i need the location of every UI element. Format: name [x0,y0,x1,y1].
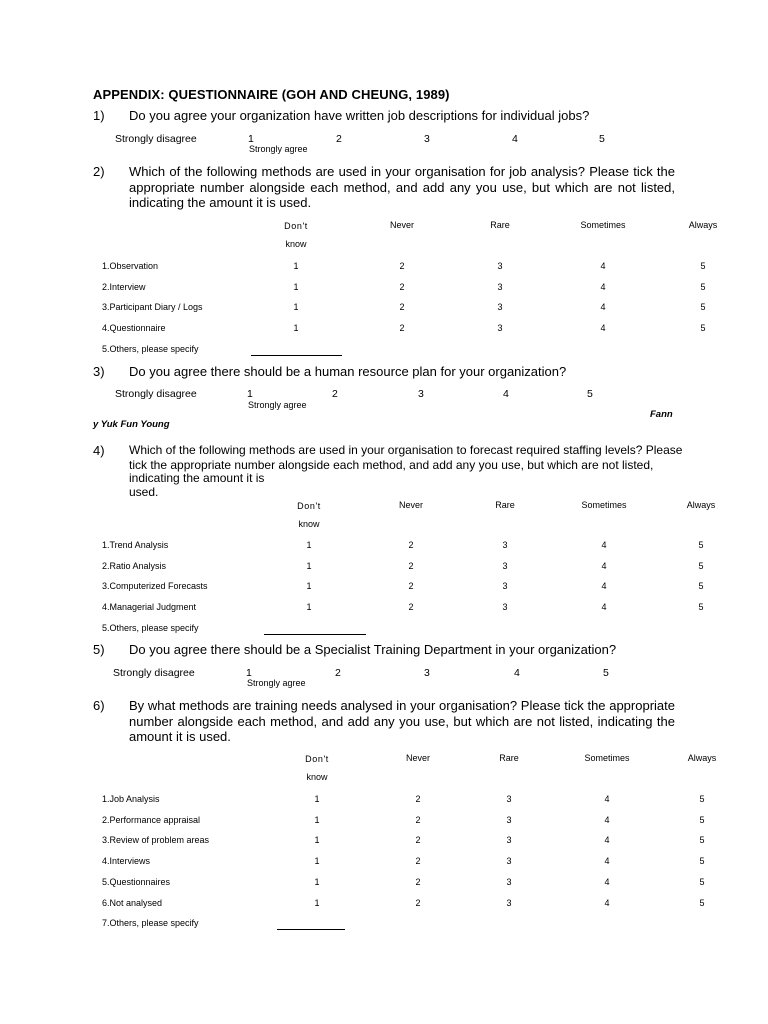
scale-option[interactable]: 4 [512,133,518,145]
rating-option[interactable]: 4 [600,323,606,334]
question-number: 5) [93,642,105,657]
rating-option[interactable]: 2 [415,814,421,825]
rating-option[interactable]: 3 [506,897,512,908]
question-number: 1) [93,108,105,123]
column-header-dont: Don't [305,754,329,764]
rating-option[interactable]: 1 [306,602,312,613]
scale-high-label: Strongly agree [248,400,307,410]
column-header: Rare [490,220,510,230]
rating-option[interactable]: 1 [314,856,320,867]
rating-option[interactable]: 3 [497,323,503,334]
column-header: Sometimes [580,220,626,230]
rating-option[interactable]: 1 [306,560,312,571]
column-header: Always [687,753,717,763]
rating-option[interactable]: 3 [502,581,508,592]
rating-option[interactable]: 5 [699,876,705,887]
rating-option[interactable]: 3 [502,560,508,571]
rating-option[interactable]: 1 [293,261,299,271]
method-label: 4.Interviews [102,856,151,867]
rating-option[interactable]: 2 [415,897,421,908]
rating-option[interactable]: 5 [698,540,704,550]
scale-low-label: Strongly disagree [113,667,195,679]
rating-option[interactable]: 3 [502,540,508,550]
scale-option[interactable]: 2 [336,133,342,145]
method-label: 2.Performance appraisal [102,814,201,825]
rating-option[interactable]: 5 [699,814,705,825]
rating-option[interactable]: 1 [293,302,299,313]
question-text: Do you agree there should be a Specialist Training Department in your organization? [129,642,617,657]
method-label: 4.Managerial Judgment [102,602,197,613]
rating-option[interactable]: 4 [604,835,610,846]
rating-option[interactable]: 4 [601,581,607,592]
rating-option[interactable]: 5 [699,835,705,846]
question-text-line: used. [129,485,159,499]
rating-option[interactable]: 2 [399,323,405,334]
rating-option[interactable]: 4 [604,856,610,867]
column-header: Never [389,220,415,230]
rating-option[interactable]: 2 [408,560,414,571]
method-label: 2.Ratio Analysis [102,560,167,571]
scale-option[interactable]: 2 [332,388,338,400]
column-header: Always [686,500,716,510]
rating-option[interactable]: 5 [699,794,705,804]
rating-option[interactable]: 5 [698,602,704,613]
rating-option[interactable]: 5 [700,281,706,292]
rating-option[interactable]: 4 [600,261,606,271]
rating-option[interactable]: 1 [306,540,312,550]
method-label: 4.Questionnaire [102,323,166,334]
scale-low-label: Strongly disagree [115,388,197,400]
rating-option[interactable]: 3 [497,281,503,292]
column-header: Rare [499,753,519,763]
method-label: 2.Interview [102,281,146,292]
column-header: Always [688,220,718,230]
rating-option[interactable]: 4 [601,602,607,613]
rating-option[interactable]: 3 [506,856,512,867]
rating-option[interactable]: 5 [698,581,704,592]
scale-option[interactable]: 3 [418,388,424,400]
question-text: Do you agree there should be a human resource plan for your organization? [129,364,567,379]
rating-option[interactable]: 3 [497,261,503,271]
column-header: Sometimes [581,500,627,510]
scale-high-label: Strongly agree [247,678,306,688]
rating-option[interactable]: 2 [415,856,421,867]
column-header-dont: Don't [284,221,308,231]
specify-blank-line[interactable] [264,634,366,635]
rating-option[interactable]: 2 [408,602,414,613]
specify-blank-line[interactable] [277,929,345,930]
rating-option[interactable]: 3 [497,302,503,313]
rating-option[interactable]: 2 [408,581,414,592]
rating-option[interactable]: 2 [399,261,405,271]
question-text-line: indicating the amount it is [129,471,265,485]
question-number: 3) [93,364,105,379]
rating-option[interactable]: 5 [698,560,704,571]
scale-option[interactable]: 5 [599,133,605,145]
other-specify-label: 7.Others, please specify [102,918,199,929]
rating-option[interactable]: 3 [506,814,512,825]
rating-option[interactable]: 5 [699,856,705,867]
method-label: 1.Trend Analysis [102,540,169,550]
column-header-dont: Don't [297,501,321,511]
rating-option[interactable]: 4 [604,814,610,825]
specify-blank-line[interactable] [251,355,342,356]
column-header-know: know [298,519,320,529]
page-title: APPENDIX: QUESTIONNAIRE (GOH AND CHEUNG, 1989) [93,87,450,102]
rating-option[interactable]: 3 [506,835,512,846]
scale-option[interactable]: 4 [503,388,509,400]
method-label: 5.Questionnaires [102,876,171,887]
column-header: Sometimes [584,753,630,763]
method-label: 6.Not analysed [102,897,163,908]
rating-option[interactable]: 3 [506,794,512,804]
scale-option[interactable]: 1 [246,667,252,679]
question-number: 2) [93,164,105,179]
rating-option[interactable]: 1 [314,876,320,887]
other-specify-label: 5.Others, please specify [102,622,199,633]
rating-option[interactable]: 5 [700,261,706,271]
question-text: Which of the following methods are used in your organisation for job analysis? Please tick the appropriate number alongside each method, and add any you use, but which are not listed, indicating the amount it is used. [129,164,675,210]
scale-low-label: Strongly disagree [115,133,197,145]
rating-option[interactable]: 3 [506,876,512,887]
scale-option[interactable]: 5 [603,667,609,679]
rating-option[interactable]: 2 [415,794,421,804]
rating-option[interactable]: 4 [604,876,610,887]
rating-option[interactable]: 5 [699,897,705,908]
question-number: 6) [93,698,105,713]
column-header-know: know [285,239,307,249]
rating-option[interactable]: 1 [314,897,320,908]
rating-option[interactable]: 2 [415,835,421,846]
scale-option[interactable]: 5 [587,388,593,400]
question-text: Do you agree your organization have written job descriptions for individual jobs? [129,108,590,123]
question-number: 4) [93,443,105,458]
scale-option[interactable]: 1 [247,388,253,400]
rating-option[interactable]: 1 [314,814,320,825]
method-label: 3.Computerized Forecasts [102,581,208,592]
rating-option[interactable]: 1 [314,794,320,804]
rating-option[interactable]: 1 [293,323,299,334]
question-text-line: tick the appropriate number alongside each method, and add any you use, but which are not listed, [129,458,654,472]
rating-option[interactable]: 4 [604,794,610,804]
rating-option[interactable]: 1 [314,835,320,846]
author-fragment-left: y Yuk Fun Young [93,419,170,430]
question-text: By what methods are training needs analysed in your organisation? Please tick the appropriate number alongside each method, and add any you use, but which are not listed, indicating the amount it is used. [129,698,675,744]
method-label: 3.Participant Diary / Logs [102,302,203,313]
question-text-line: Which of the following methods are used in your organisation to forecast required staffing levels? Please [129,443,683,457]
method-label: 1.Observation [102,261,159,271]
rating-option[interactable]: 2 [399,302,405,313]
rating-option[interactable]: 4 [600,281,606,292]
rating-option[interactable]: 5 [700,323,706,334]
scale-option[interactable]: 1 [248,133,254,145]
rating-option[interactable]: 4 [601,540,607,550]
scale-option[interactable]: 3 [424,133,430,145]
rating-option[interactable]: 2 [408,540,414,550]
column-header-know: know [306,772,328,782]
rating-option[interactable]: 4 [600,302,606,313]
scale-option[interactable]: 4 [514,667,520,679]
rating-option[interactable]: 4 [604,897,610,908]
other-specify-label: 5.Others, please specify [102,343,199,354]
column-header: Never [405,753,431,763]
rating-option[interactable]: 2 [399,281,405,292]
rating-option[interactable]: 3 [502,602,508,613]
rating-option[interactable]: 5 [700,302,706,313]
author-fragment-right: Fann [650,409,673,420]
scale-option[interactable]: 3 [424,667,430,679]
column-header: Never [398,500,424,510]
column-header: Rare [495,500,515,510]
rating-option[interactable]: 2 [415,876,421,887]
scale-high-label: Strongly agree [249,144,308,154]
method-label: 3.Review of problem areas [102,835,210,846]
rating-option[interactable]: 1 [306,581,312,592]
scale-option[interactable]: 2 [335,667,341,679]
rating-option[interactable]: 1 [293,281,299,292]
method-label: 1.Job Analysis [102,794,160,804]
rating-option[interactable]: 4 [601,560,607,571]
